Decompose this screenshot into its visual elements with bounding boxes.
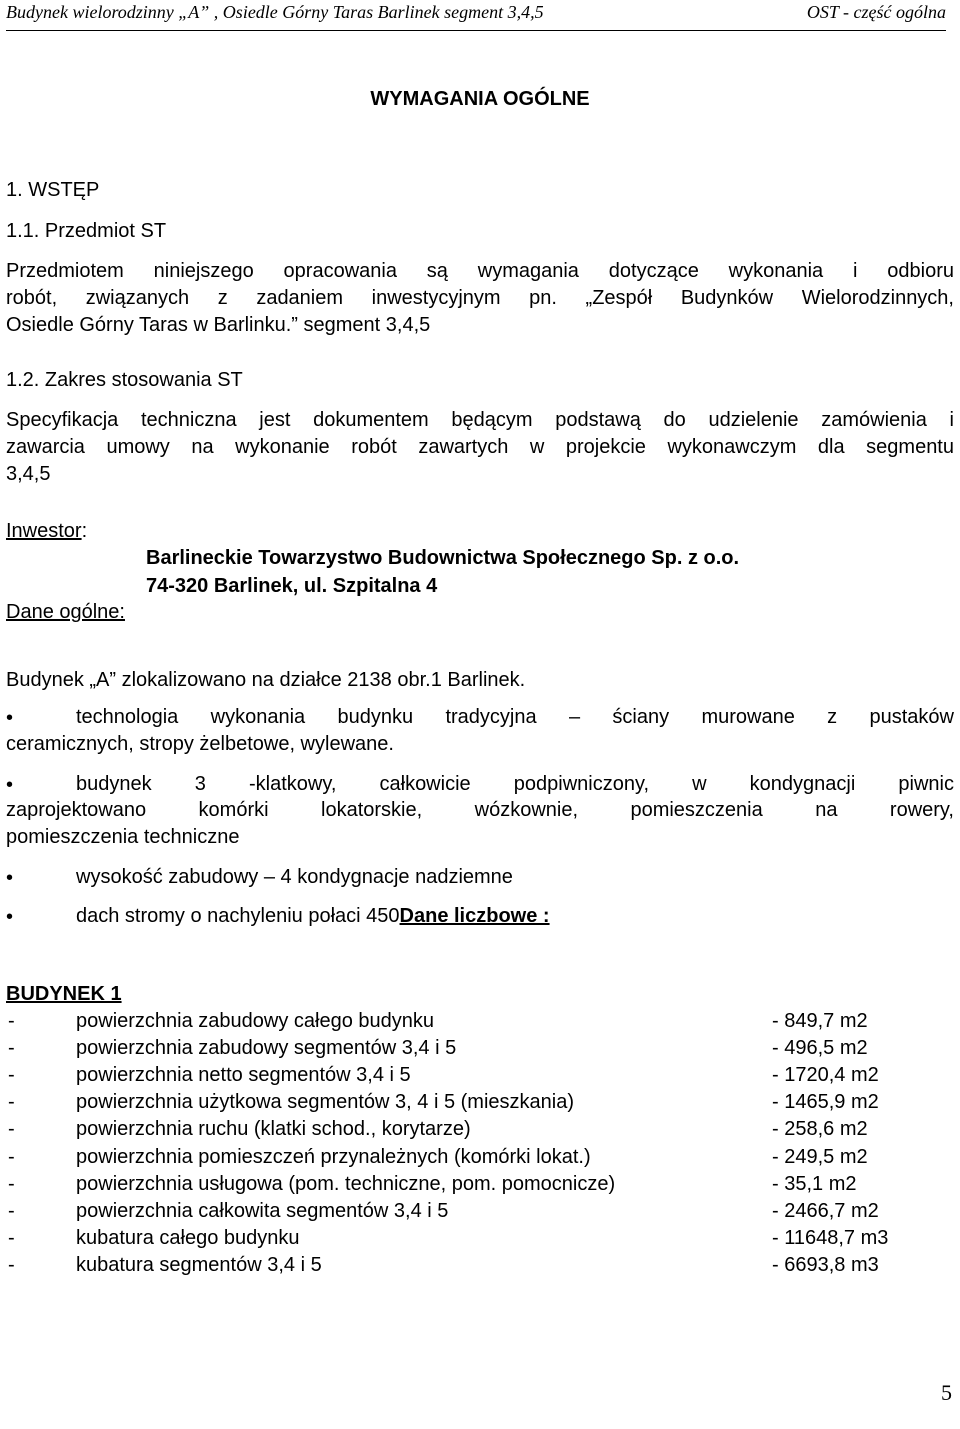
row-label: powierzchnia użytkowa segmentów 3, 4 i 5 (mieszkania) <box>76 1091 574 1114</box>
row-dash: - <box>8 1145 15 1168</box>
row-dash: - <box>8 1226 15 1249</box>
row-label: powierzchnia zabudowy segmentów 3,4 i 5 <box>76 1037 457 1060</box>
bullet-symbol: • <box>6 867 14 889</box>
investor-colon: : <box>81 520 88 542</box>
general-data-label: Dane ogólne: <box>6 601 125 623</box>
building-title: BUDYNEK 1 <box>6 983 122 1005</box>
row-value: - 2466,7 m2 <box>772 1199 879 1222</box>
running-header-left: Budynek wielorodzinny „A” , Osiedle Górny Taras Barlinek segment 3,4,5 <box>6 2 544 22</box>
bullet-building-line: pomieszczenia techniczne <box>6 826 240 848</box>
section-1-2-line: Specyfikacja techniczna jest dokumentem będącym podstawą do udzielenie zamówienia i <box>6 409 954 431</box>
row-dash: - <box>8 1199 15 1222</box>
row-value: - 249,5 m2 <box>772 1145 868 1168</box>
section-1-heading: 1. WSTĘP <box>6 179 100 201</box>
section-1-1-line: Przedmiotem niniejszego opracowania są wymagania dotyczące wykonania i odbioru <box>6 260 954 282</box>
row-value: - 496,5 m2 <box>772 1037 868 1060</box>
row-label: kubatura całego budynku <box>76 1226 300 1249</box>
section-1-1-line: Osiedle Górny Taras w Barlinku.” segment 3,4,5 <box>6 314 431 336</box>
bullet-height: wysokość zabudowy – 4 kondygnacje nadziemne <box>76 866 513 888</box>
row-label: kubatura segmentów 3,4 i 5 <box>76 1253 322 1276</box>
row-dash: - <box>8 1172 15 1195</box>
row-label: powierzchnia ruchu (klatki schod., korytarze) <box>76 1118 471 1141</box>
bullet-symbol: • <box>6 774 14 796</box>
running-header-right: OST - część ogólna <box>806 2 946 22</box>
bullet-technology-line: ceramicznych, stropy żelbetowe, wylewane. <box>6 733 394 755</box>
row-value: - 1720,4 m2 <box>772 1064 879 1087</box>
row-value: - 11648,7 m3 <box>772 1226 889 1249</box>
section-1-2-line: zawarcia umowy na wykonanie robót zawartych w projekcie wykonawczym dla segmentu <box>6 436 954 458</box>
page-title: WYMAGANIA OGÓLNE <box>370 88 590 110</box>
row-dash: - <box>8 1253 15 1276</box>
section-1-2-line: 3,4,5 <box>6 463 51 485</box>
row-value: - 35,1 m2 <box>772 1172 857 1195</box>
investor-name: Barlineckie Towarzystwo Budownictwa Społecznego Sp. z o.o. <box>146 547 740 569</box>
building-location: Budynek „A” zlokalizowano na działce 2138 obr.1 Barlinek. <box>6 669 526 691</box>
page-number: 5 <box>941 1380 952 1405</box>
investor-address: 74-320 Barlinek, ul. Szpitalna 4 <box>146 575 438 597</box>
section-1-1-line: robót, związanych z zadaniem inwestycyjnym pn. „Zespół Budynków Wielorodzinnych, <box>6 287 954 309</box>
bullet-symbol: • <box>6 906 14 928</box>
row-value: - 849,7 m2 <box>772 1010 868 1032</box>
row-label: powierzchnia zabudowy całego budynku <box>76 1010 435 1032</box>
row-label: powierzchnia pomieszczeń przynależnych (komórki lokat.) <box>76 1145 591 1168</box>
row-dash: - <box>8 1010 15 1032</box>
row-value: - 258,6 m2 <box>772 1118 868 1141</box>
row-dash: - <box>8 1118 15 1141</box>
row-value: - 6693,8 m3 <box>772 1253 879 1276</box>
row-value: - 1465,9 m2 <box>772 1091 879 1114</box>
header-rule <box>6 30 946 31</box>
row-dash: - <box>8 1064 15 1087</box>
bullet-building-line: zaprojektowano komórki lokatorskie, wózkownie, pomieszczenia na rowery, <box>6 799 954 821</box>
numeric-data-label: Dane liczbowe : <box>399 905 550 927</box>
investor-label: Inwestor <box>6 520 82 542</box>
bullet-technology-line: technologia wykonania budynku tradycyjna – ściany murowane z pustaków <box>76 706 954 728</box>
bullet-symbol: • <box>6 707 14 729</box>
investor-label-line <box>6 520 87 543</box>
row-label: powierzchnia netto segmentów 3,4 i 5 <box>76 1064 411 1087</box>
section-1-2-heading: 1.2. Zakres stosowania ST <box>6 369 243 391</box>
row-dash: - <box>8 1037 15 1060</box>
row-label: powierzchnia usługowa (pom. techniczne, pom. pomocnicze) <box>76 1172 616 1195</box>
row-label: powierzchnia całkowita segmentów 3,4 i 5 <box>76 1199 449 1222</box>
section-1-1-heading: 1.1. Przedmiot ST <box>6 220 167 242</box>
bullet-building-line: budynek 3 -klatkowy, całkowicie podpiwniczony, w kondygnacji piwnic <box>76 773 954 795</box>
row-dash: - <box>8 1091 15 1114</box>
bullet-roof-line <box>76 905 550 928</box>
bullet-roof: dach stromy o nachyleniu połaci 450 <box>76 905 400 927</box>
